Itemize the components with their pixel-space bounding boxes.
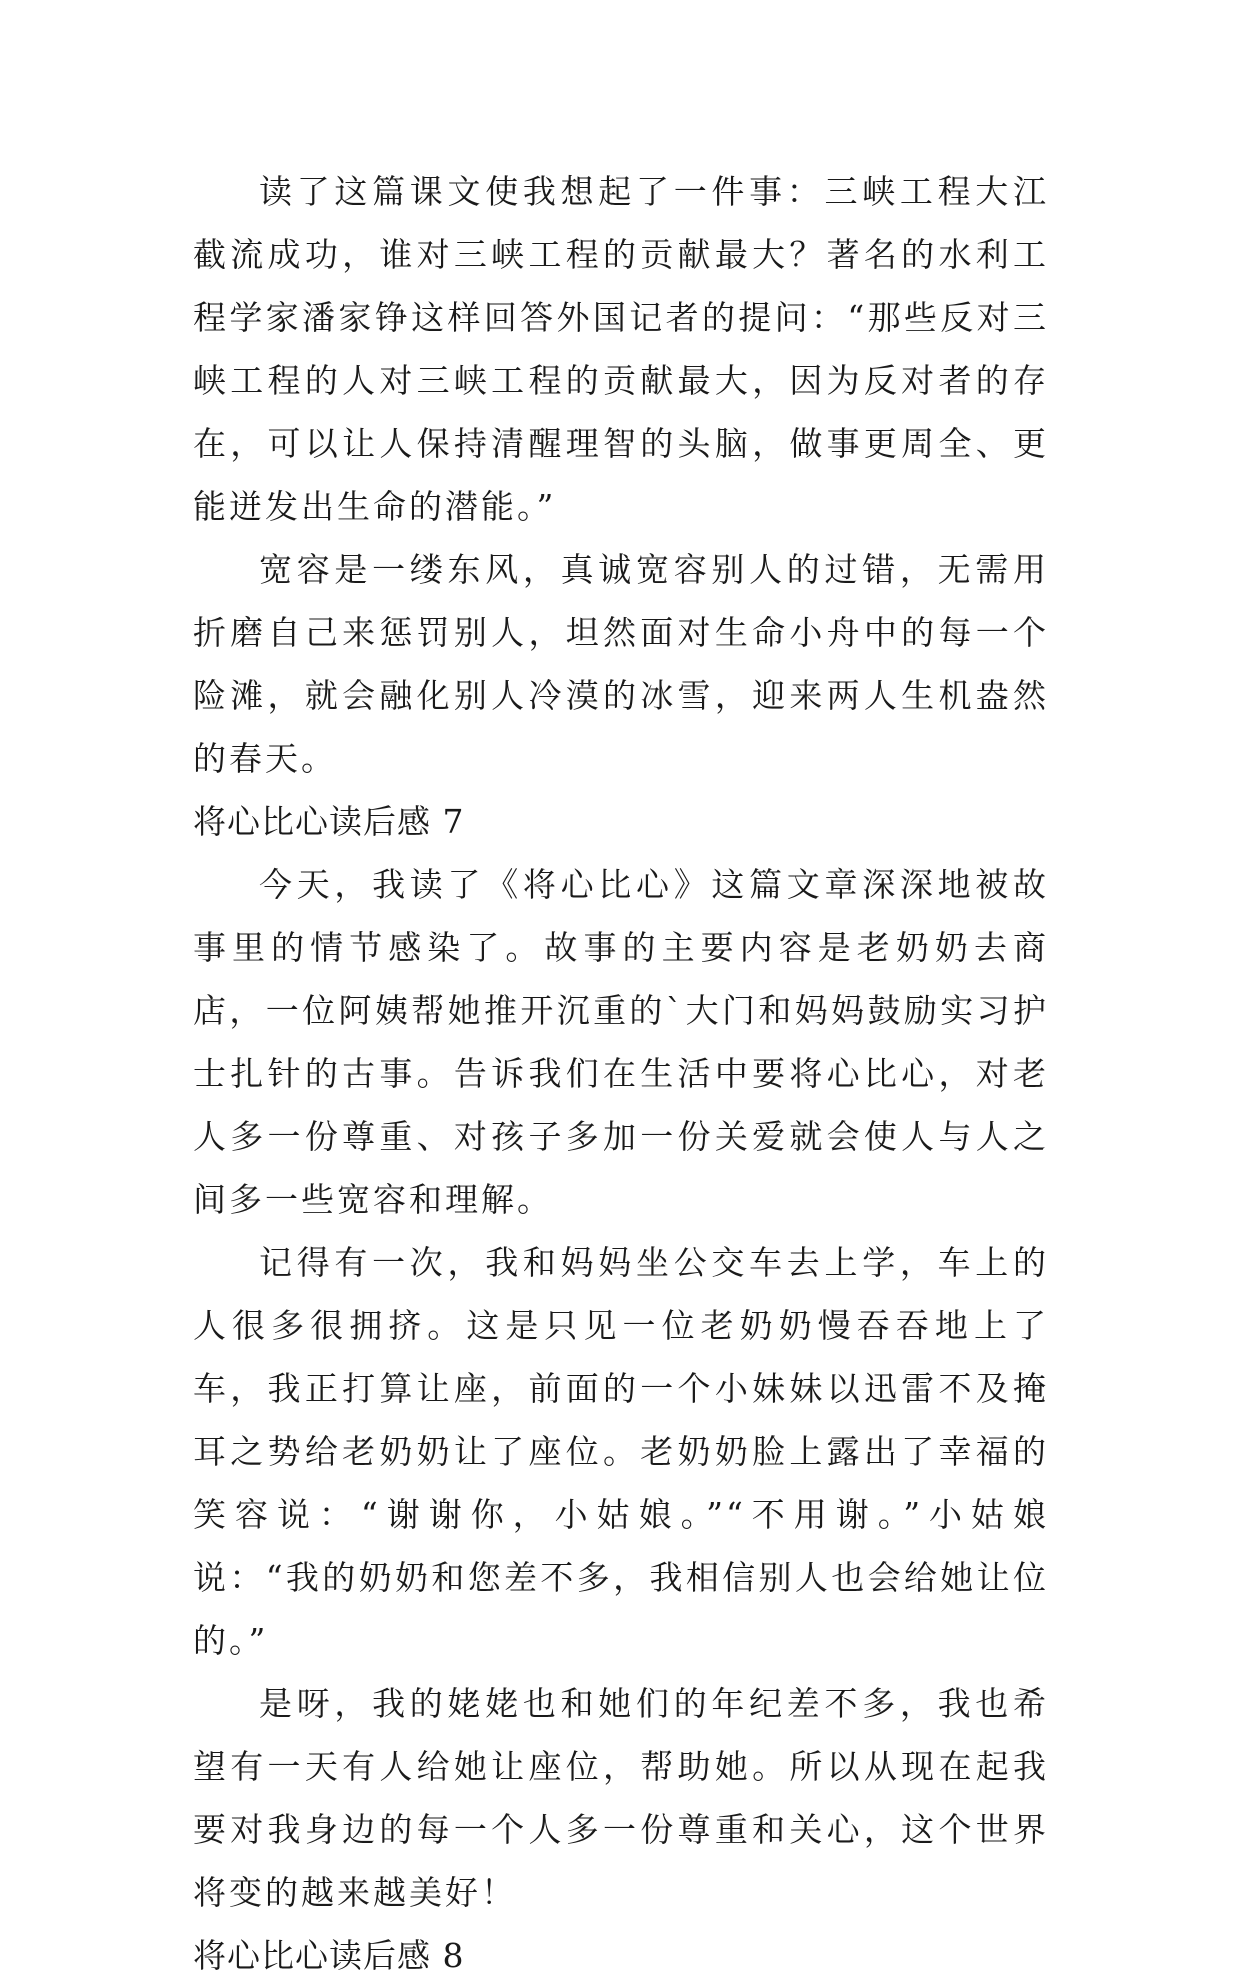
paragraph: 记得有一次，我和妈妈坐公交车去上学，车上的人很多很拥挤。这是只见一位老奶奶慢吞吞地上了车，我正打算让座，前面的一个小妹妹以迅雷不及掩耳之势给老奶奶让了座位。老奶奶脸上露出了幸福的笑容说：“谢谢你，小姑娘。”“不用谢。”小姑娘说：“我的奶奶和您差不多，我相信别人也会给她让位的。”: [193, 1243, 1049, 1660]
paragraph: 是呀，我的姥姥也和她们的年纪差不多，我也希望有一天有人给她让座位，帮助她。所以从现在起我要对我身边的每一个人多一份尊重和关心，这个世界将变的越来越美好！: [193, 1684, 1049, 1912]
document-body: [193, 160, 1049, 1987]
section-heading: 将心比心读后感 8: [193, 1936, 465, 1975]
section-heading: 将心比心读后感 7: [193, 802, 465, 841]
paragraph: 宽容是一缕东风，真诚宽容别人的过错，无需用折磨自己来惩罚别人，坦然面对生命小舟中的每一个险滩，就会融化别人冷漠的冰雪，迎来两人生机盎然的春天。: [193, 550, 1049, 778]
paragraph: 读了这篇课文使我想起了一件事：三峡工程大江截流成功，谁对三峡工程的贡献最大？著名的水利工程学家潘家铮这样回答外国记者的提问：“那些反对三峡工程的人对三峡工程的贡献最大，因为反对者的存在，可以让人保持清醒理智的头脑，做事更周全、更能迸发出生命的潜能。”: [193, 172, 1049, 526]
paragraph: 今天，我读了《将心比心》这篇文章深深地被故事里的情节感染了。故事的主要内容是老奶奶去商店，一位阿姨帮她推开沉重的`大门和妈妈鼓励实习护士扎针的古事。告诉我们在生活中要将心比心，对老人多一份尊重、对孩子多加一份关爱就会使人与人之间多一些宽容和理解。: [193, 865, 1049, 1219]
